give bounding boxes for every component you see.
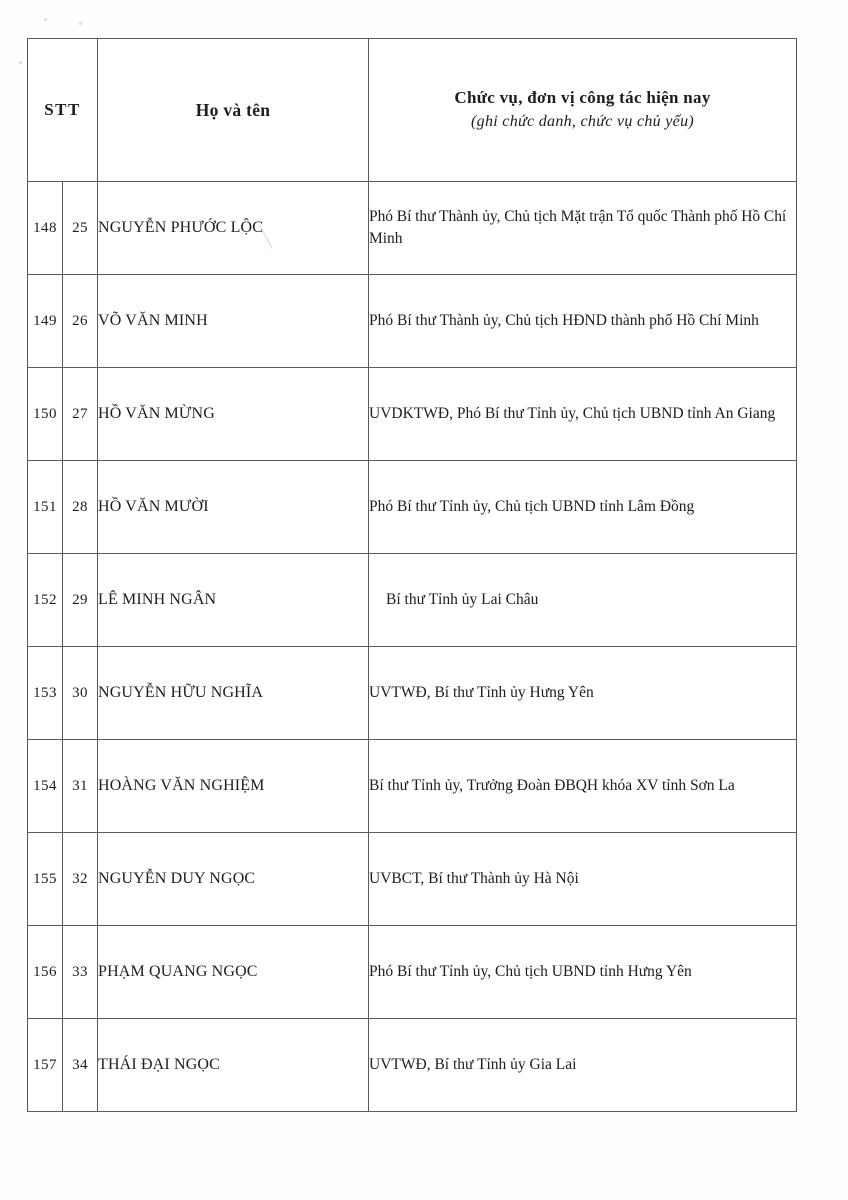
row-index: 151 [28,461,63,554]
table-row [28,461,797,554]
table-row [28,368,797,461]
row-index: 149 [28,275,63,368]
row-name: NGUYỄN DUY NGỌC [98,833,369,926]
table-row [28,554,797,647]
row-index: 153 [28,647,63,740]
row-number: 34 [63,1019,98,1112]
scan-speckle [79,22,82,25]
row-index: 154 [28,740,63,833]
column-header-stt: STT [28,39,98,182]
table-row [28,833,797,926]
row-number: 27 [63,368,98,461]
table-row [28,182,797,275]
row-position: Bí thư Tỉnh ủy Lai Châu [369,554,797,647]
row-name: LÊ MINH NGÂN [98,554,369,647]
row-name: VÕ VĂN MINH [98,275,369,368]
row-index: 155 [28,833,63,926]
table-row [28,740,797,833]
row-number: 25 [63,182,98,275]
table-row [28,926,797,1019]
column-header-position [369,39,797,182]
scan-speckle [19,61,22,64]
row-position: UVDKTWĐ, Phó Bí thư Tỉnh ủy, Chủ tịch UBND tỉnh An Giang [369,368,797,461]
row-number: 29 [63,554,98,647]
row-number: 28 [63,461,98,554]
row-index: 148 [28,182,63,275]
row-position: Phó Bí thư Tỉnh ủy, Chủ tịch UBND tỉnh Lâm Đồng [369,461,797,554]
row-position: UVBCT, Bí thư Thành ủy Hà Nội [369,833,797,926]
scan-speckle [44,18,47,21]
row-name: NGUYỄN HỮU NGHĨA [98,647,369,740]
row-index: 156 [28,926,63,1019]
column-header-position-note: (ghi chức danh, chức vụ chủ yếu) [471,113,694,131]
row-index: 157 [28,1019,63,1112]
row-number: 31 [63,740,98,833]
row-number: 33 [63,926,98,1019]
row-name: PHẠM QUANG NGỌC [98,926,369,1019]
row-name: NGUYỄN PHƯỚC LỘC [98,182,369,275]
table-header-row [28,39,797,182]
row-number: 26 [63,275,98,368]
personnel-table [27,38,797,1112]
row-index: 152 [28,554,63,647]
row-name: HOÀNG VĂN NGHIỆM [98,740,369,833]
row-number: 30 [63,647,98,740]
row-name: HỒ VĂN MỪNG [98,368,369,461]
row-name: THÁI ĐẠI NGỌC [98,1019,369,1112]
row-position: Phó Bí thư Thành ủy, Chủ tịch HĐND thành phố Hồ Chí Minh [369,275,797,368]
row-index: 150 [28,368,63,461]
row-position: Phó Bí thư Tỉnh ủy, Chủ tịch UBND tỉnh Hưng Yên [369,926,797,1019]
row-position: UVTWĐ, Bí thư Tỉnh ủy Hưng Yên [369,647,797,740]
row-number: 32 [63,833,98,926]
row-position: Bí thư Tỉnh ủy, Trưởng Đoàn ĐBQH khóa XV tỉnh Sơn La [369,740,797,833]
row-position: UVTWĐ, Bí thư Tỉnh ủy Gia Lai [369,1019,797,1112]
table-body [28,182,797,1112]
table-header [28,39,797,182]
row-name: HỒ VĂN MƯỜI [98,461,369,554]
table-row [28,1019,797,1112]
column-header-name: Họ và tên [98,39,369,182]
table-row [28,275,797,368]
column-header-position-main: Chức vụ, đơn vị công tác hiện nay [454,88,711,108]
row-position: Phó Bí thư Thành ủy, Chủ tịch Mặt trận Tổ quốc Thành phố Hồ Chí Minh [369,182,797,275]
table-row [28,647,797,740]
